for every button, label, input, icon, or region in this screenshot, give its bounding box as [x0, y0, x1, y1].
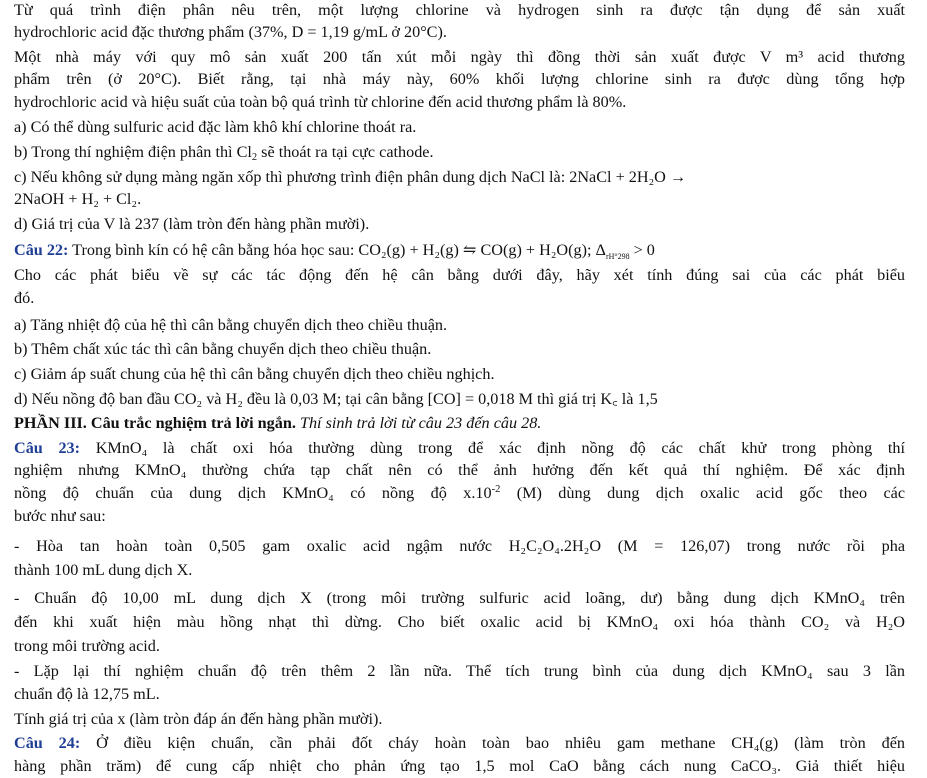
text-line: hydrochloric acid và hiệu suất của toàn bộ quá trình từ chlorine đến acid thương phẩm là 80%. [14, 93, 627, 111]
statement-c: c) Nếu không sử dụng màng ngăn xốp thì phương trình điện phân dung dịch NaCl là: 2NaCl + 2H₂O → [14, 168, 687, 186]
section-title: PHẦN III. Câu trắc nghiệm trả lời ngắn. [14, 414, 296, 432]
statement-d: d) Nếu nồng độ ban đầu CO₂ và H₂ đều là 0,03 M; tại cân bằng [CO] = 0,018 M thì giá trị K꜀ là 1,5 [14, 390, 658, 408]
procedure-step: - Lặp lại thí nghiệm chuẩn độ trên thêm 2 lần nữa. Thể tích trung bình của dung dịch KMnO₄ sau 3 lần [14, 662, 905, 680]
text-line: Từ quá trình điện phân nêu trên, một lượng chlorine và hydrogen sinh ra được tận dụng để sản xuất [14, 1, 905, 19]
text-line: Một nhà máy với quy mô sản xuất 200 tấn xút mỗi ngày thì đồng thời sản xuất được V m³ acid thương [14, 48, 905, 66]
text-line: đó. [14, 289, 35, 307]
text-line: chuẩn độ là 12,75 mL. [14, 685, 160, 703]
equation-line: 2NaOH + H₂ + Cl₂. [14, 190, 142, 208]
text-line: trong môi trường acid. [14, 637, 160, 655]
section-heading [14, 413, 541, 434]
text-fragment: nồng độ chuẩn của dung dịch KMnO₄ có nồng độ x.10 [14, 484, 492, 502]
text-line: nghiệm nhưng KMnO₄ thường chứa tạp chất nên có thể ảnh hưởng đến kết quả thí nghiệm. Để xác định [14, 461, 905, 479]
section-instruction: Thí sinh trả lời từ câu 23 đến câu 28. [295, 414, 542, 432]
question-label: Câu 24: [14, 734, 81, 752]
question-23 [14, 438, 905, 459]
statement-c: c) Giảm áp suất chung của hệ thì cân bằng chuyển dịch theo chiều nghịch. [14, 365, 495, 383]
text-line: Cho các phát biểu về sự các tác động đến hệ cân bằng dưới đây, hãy xét tính đúng sai của các phát biểu [14, 266, 905, 284]
text-line: bước như sau: [14, 507, 106, 525]
question-24 [14, 733, 905, 754]
procedure-step: - Chuẩn độ 10,00 mL dung dịch X (trong môi trường sulfuric acid loãng, dư) bằng dung dịch KMnO₄ trên [14, 589, 905, 607]
statement-text: b) Trong thí nghiệm điện phân thì Cl [14, 143, 252, 161]
statement-text: sẽ thoát ra tại cực cathode. [257, 143, 434, 161]
text-line [14, 483, 905, 504]
question-label: Câu 22: [14, 241, 69, 259]
question-text: > 0 [629, 241, 655, 259]
question-22 [14, 240, 655, 261]
text-line: hydrochloric acid đặc thương phẩm (37%, D = 1,19 g/mL ở 20°C). [14, 23, 447, 41]
text-line: thành 100 mL dung dịch X. [14, 561, 193, 579]
procedure-step: - Hòa tan hoàn toàn 0,505 gam oxalic acid ngậm nước H₂C₂O₄.2H₂O (M = 126,07) trong nước rồi pha [14, 537, 905, 555]
exponent: -2 [491, 484, 501, 495]
statement-a: a) Tăng nhiệt độ của hệ thì cân bằng chuyển dịch theo chiều thuận. [14, 316, 448, 334]
question-text: KMnO₄ là chất oxi hóa thường dùng trong để xác định nồng độ các chất khử trong phòng thí [80, 439, 905, 457]
text-line: hàng phần trăm) để cung cấp nhiệt cho phản ứng tạo 1,5 mol CaO bằng cách nung CaCO₃. Giả thiết hiệu [14, 757, 905, 775]
question-text: Trong bình kín có hệ cân bằng hóa học sau: CO₂(g) + H₂(g) ⇋ CO(g) + H₂O(g); Δ [68, 241, 606, 259]
statement-b: b) Thêm chất xúc tác thì cân bằng chuyển dịch theo chiều thuận. [14, 340, 432, 358]
statement-d: d) Giá trị của V là 237 (làm tròn đến hàng phần mười). [14, 215, 370, 233]
text-line: đến khi xuất hiện màu hồng nhạt thì dừng. Cho biết oxalic acid bị KMnO₄ oxi hóa thành CO₂ và H₂O [14, 613, 905, 631]
text-line: phẩm trên (ở 20°C). Biết rằng, tại nhà máy này, 60% khối lượng chlorine sinh ra được dùng tổng hợp [14, 70, 905, 88]
text-fragment: (M) dùng dung dịch oxalic acid gốc theo các [500, 484, 905, 502]
statement-a: a) Có thể dùng sulfuric acid đặc làm khô khí chlorine thoát ra. [14, 118, 417, 136]
statement-b: b) Trong thí nghiệm điện phân thì $Cl_2$ sẽ thoát ra tại cực cathode. [14, 143, 434, 163]
question-label: Câu 23: [14, 439, 81, 457]
question-prompt: Tính giá trị của x (làm tròn đáp án đến hàng phần mười). [14, 710, 383, 728]
enthalpy-subscript: rH°298 [605, 252, 630, 261]
question-text: Ở điều kiện chuẩn, cần phải đốt cháy hoàn toàn bao nhiêu gam methane CH₄(g) (làm tròn đến [80, 734, 905, 752]
